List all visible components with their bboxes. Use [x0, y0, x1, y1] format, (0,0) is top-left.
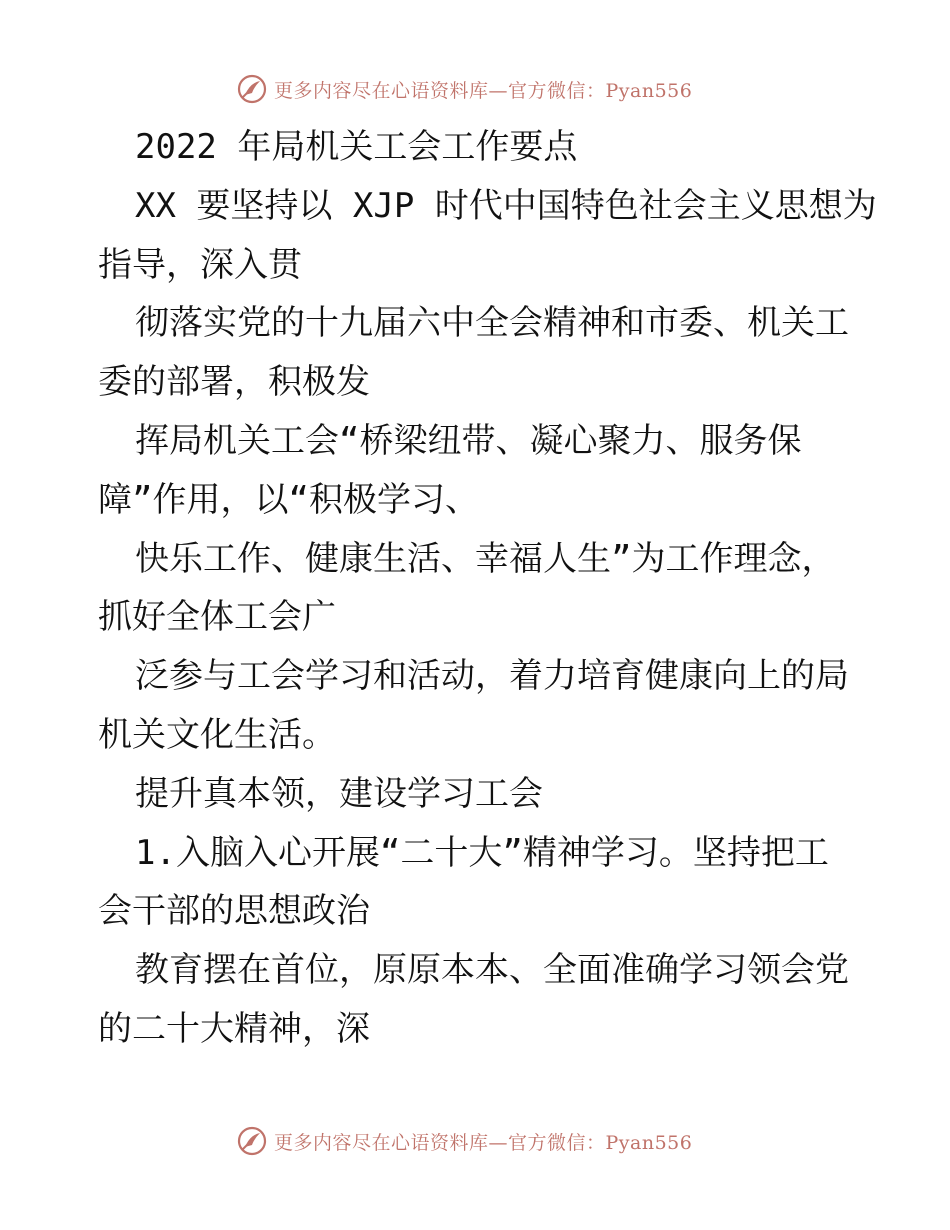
paragraph-line: 教育摆在首位，原原本本、全面准确学习领会党 — [135, 950, 849, 991]
document-body — [98, 118, 877, 1059]
paragraph-line: 委的部署，积极发 — [98, 362, 370, 403]
paragraph-line: 1.入脑入心开展“二十大”精神学习。坚持把工 — [135, 832, 829, 873]
document-title: 2022 年局机关工会工作要点 — [135, 127, 578, 167]
header-watermark-text: 更多内容尽在心语资料库—官方微信：Pyan556 — [274, 79, 693, 102]
seal-logo-icon — [236, 1125, 268, 1157]
paragraph-line: 彻落实党的十九届六中全会精神和市委、机关工 — [135, 303, 849, 344]
paragraph-line: 挥局机关工会“桥梁纽带、凝心聚力、服务保 — [135, 420, 802, 461]
paragraph-line: 会干部的思想政治 — [98, 891, 370, 932]
section-heading: 提升真本领，建设学习工会 — [135, 773, 543, 814]
paragraph-line: 机关文化生活。 — [98, 714, 336, 755]
paragraph-line: 障”作用，以“积极学习、 — [98, 479, 479, 520]
footer-watermark-text: 更多内容尽在心语资料库—官方微信：Pyan556 — [274, 1131, 693, 1154]
paragraph-line: XX 要坚持以 XJP 时代中国特色社会主义思想为 — [135, 185, 877, 226]
paragraph-line: 抓好全体工会广 — [98, 597, 336, 638]
footer-watermark — [236, 1124, 692, 1158]
header-watermark — [236, 72, 692, 106]
seal-logo-icon — [236, 73, 268, 105]
paragraph-line: 的二十大精神，深 — [98, 1008, 370, 1049]
paragraph-line: 泛参与工会学习和活动，着力培育健康向上的局 — [135, 656, 849, 697]
paragraph-line: 指导，深入贯 — [98, 244, 302, 285]
paragraph-line: 快乐工作、健康生活、幸福人生”为工作理念， — [135, 538, 836, 579]
